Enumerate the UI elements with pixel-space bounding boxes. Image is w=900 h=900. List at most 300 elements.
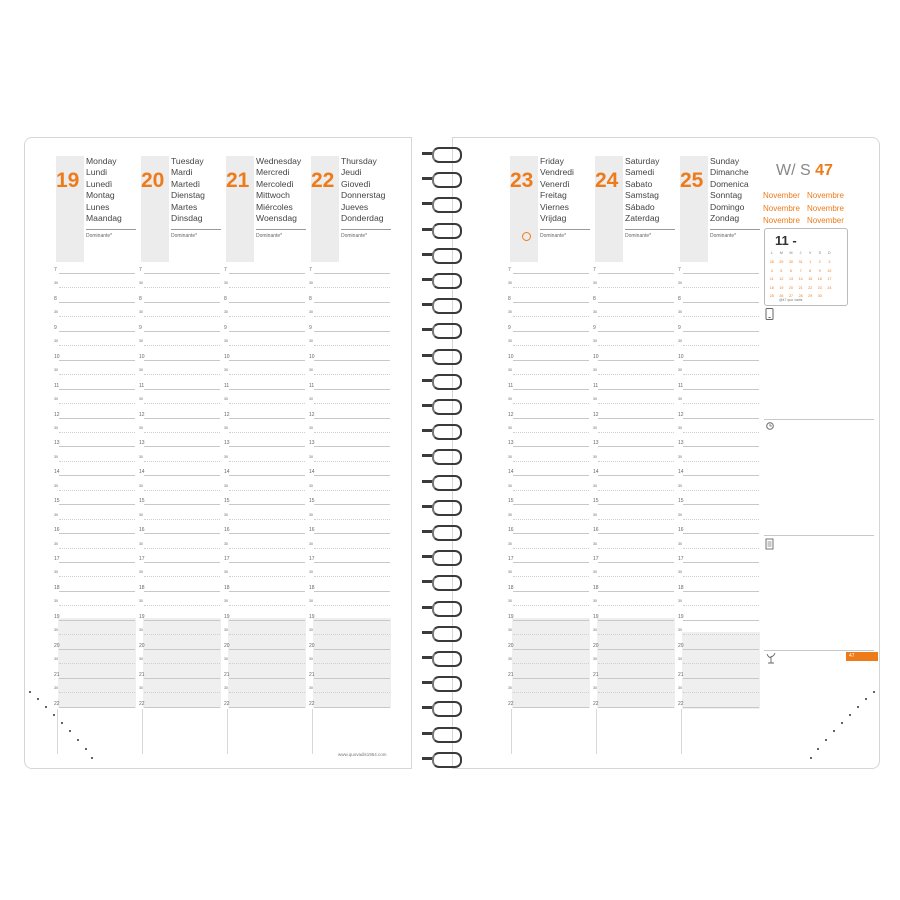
half-hour-line[interactable] xyxy=(144,490,220,491)
hour-label: 20 xyxy=(593,642,599,649)
half-hour-line[interactable] xyxy=(144,432,220,433)
hour-line[interactable] xyxy=(144,273,220,274)
hour-line[interactable] xyxy=(314,418,390,419)
hour-line[interactable] xyxy=(229,331,305,332)
hour-line[interactable] xyxy=(513,331,589,332)
half-hour-line[interactable] xyxy=(229,519,305,520)
half-hour-line[interactable] xyxy=(683,490,759,491)
hour-line[interactable] xyxy=(513,504,589,505)
mini-calendar-day[interactable]: 16 xyxy=(817,277,822,281)
hour-line[interactable] xyxy=(513,475,589,476)
mini-calendar-day[interactable]: 27 xyxy=(788,294,793,298)
half-hour-label: 30 xyxy=(224,541,228,546)
hour-line[interactable] xyxy=(59,562,135,563)
hour-line[interactable] xyxy=(598,331,674,332)
half-hour-line[interactable] xyxy=(513,634,589,635)
half-hour-line[interactable] xyxy=(598,374,674,375)
day-name: Martes xyxy=(171,201,198,212)
hour-line[interactable] xyxy=(598,707,674,708)
hour-line[interactable] xyxy=(513,562,589,563)
hour-line[interactable] xyxy=(59,475,135,476)
hour-line[interactable] xyxy=(229,678,305,679)
half-hour-label: 30 xyxy=(678,599,682,604)
hour-line[interactable] xyxy=(513,649,589,650)
hour-line[interactable] xyxy=(683,360,759,361)
hour-label: 17 xyxy=(309,556,315,562)
half-hour-line[interactable] xyxy=(144,316,220,317)
hour-line[interactable] xyxy=(144,678,220,679)
half-hour-line[interactable] xyxy=(314,605,390,606)
half-hour-line[interactable] xyxy=(513,519,589,520)
half-hour-line[interactable] xyxy=(314,663,390,664)
hour-line[interactable] xyxy=(229,475,305,476)
half-hour-line[interactable] xyxy=(598,663,674,664)
half-hour-line[interactable] xyxy=(59,345,135,346)
hour-line[interactable] xyxy=(59,389,135,390)
mini-calendar-day[interactable]: L xyxy=(770,251,773,255)
half-hour-line[interactable] xyxy=(598,692,674,693)
half-hour-line[interactable] xyxy=(598,519,674,520)
half-hour-line[interactable] xyxy=(513,663,589,664)
day-number: 21 xyxy=(226,169,250,192)
mini-calendar-day[interactable]: J xyxy=(799,251,802,255)
mini-calendar-day[interactable]: 8 xyxy=(809,268,812,273)
mini-calendar-day[interactable]: 17 xyxy=(827,277,832,281)
hour-label: 14 xyxy=(678,469,684,476)
hour-line[interactable] xyxy=(144,504,220,505)
mini-calendar-day[interactable]: 2 xyxy=(818,260,821,264)
hour-line[interactable] xyxy=(598,562,674,563)
half-hour-label: 30 xyxy=(54,310,58,315)
half-hour-line[interactable] xyxy=(598,403,674,404)
hour-line[interactable] xyxy=(598,273,674,274)
mini-calendar-day[interactable]: D xyxy=(828,251,831,255)
half-hour-line[interactable] xyxy=(144,605,220,606)
half-hour-line[interactable] xyxy=(59,605,135,606)
half-hour-line[interactable] xyxy=(229,576,305,577)
hour-line[interactable] xyxy=(683,678,759,679)
mini-calendar-day[interactable]: 12 xyxy=(779,277,784,281)
half-hour-line[interactable] xyxy=(683,576,759,577)
half-hour-label: 30 xyxy=(139,425,143,430)
half-hour-line[interactable] xyxy=(683,634,759,635)
half-hour-line[interactable] xyxy=(683,345,759,346)
hour-line[interactable] xyxy=(683,389,759,390)
hour-line[interactable] xyxy=(144,649,220,650)
half-hour-line[interactable] xyxy=(683,461,759,462)
mini-calendar-day[interactable]: 1 xyxy=(809,260,812,264)
hour-line[interactable] xyxy=(229,620,305,621)
mini-calendar-day[interactable]: 30 xyxy=(788,260,793,264)
hour-line[interactable] xyxy=(59,273,135,274)
hour-line[interactable] xyxy=(598,475,674,476)
half-hour-line[interactable] xyxy=(598,461,674,462)
spiral-coil xyxy=(422,349,460,363)
half-hour-line[interactable] xyxy=(598,634,674,635)
mini-calendar-day[interactable]: S xyxy=(818,251,821,255)
notes-divider xyxy=(764,650,874,651)
spiral-coil xyxy=(422,651,460,665)
hour-line[interactable] xyxy=(144,331,220,332)
half-hour-line[interactable] xyxy=(144,634,220,635)
half-hour-line[interactable] xyxy=(144,548,220,549)
half-hour-line[interactable] xyxy=(229,432,305,433)
hour-line[interactable] xyxy=(683,331,759,332)
half-hour-line[interactable] xyxy=(144,663,220,664)
hour-line[interactable] xyxy=(314,302,390,303)
half-hour-line[interactable] xyxy=(314,490,390,491)
mini-calendar-day[interactable]: 3 xyxy=(828,260,831,264)
hour-line[interactable] xyxy=(59,360,135,361)
half-hour-line[interactable] xyxy=(598,287,674,288)
half-hour-line[interactable] xyxy=(59,634,135,635)
hour-line[interactable] xyxy=(144,302,220,303)
half-hour-line[interactable] xyxy=(59,490,135,491)
hour-line[interactable] xyxy=(59,678,135,679)
hour-line[interactable] xyxy=(59,446,135,447)
hour-line[interactable] xyxy=(598,620,674,621)
hour-line[interactable] xyxy=(229,533,305,534)
half-hour-line[interactable] xyxy=(144,403,220,404)
hour-label: 20 xyxy=(508,642,514,649)
hour-label: 13 xyxy=(593,440,599,447)
half-hour-line[interactable] xyxy=(314,461,390,462)
hour-line[interactable] xyxy=(59,504,135,505)
half-hour-line[interactable] xyxy=(144,287,220,288)
half-hour-line[interactable] xyxy=(229,490,305,491)
half-hour-line[interactable] xyxy=(513,287,589,288)
half-hour-line[interactable] xyxy=(229,403,305,404)
hour-line[interactable] xyxy=(314,707,390,708)
mini-calendar-day[interactable]: 14 xyxy=(798,277,803,281)
hour-line[interactable] xyxy=(229,360,305,361)
hour-line[interactable] xyxy=(683,562,759,563)
hour-line[interactable] xyxy=(513,418,589,419)
half-hour-line[interactable] xyxy=(683,403,759,404)
half-hour-line[interactable] xyxy=(229,316,305,317)
hour-line[interactable] xyxy=(598,649,674,650)
half-hour-line[interactable] xyxy=(59,548,135,549)
hour-line[interactable] xyxy=(314,446,390,447)
hour-line[interactable] xyxy=(229,591,305,592)
hour-line[interactable] xyxy=(144,591,220,592)
hour-line[interactable] xyxy=(598,504,674,505)
hour-line[interactable] xyxy=(513,302,589,303)
hour-line[interactable] xyxy=(144,533,220,534)
day-name: Lunes xyxy=(86,201,110,212)
hour-label: 22 xyxy=(309,700,315,707)
half-hour-line[interactable] xyxy=(598,548,674,549)
half-hour-line[interactable] xyxy=(683,432,759,433)
half-hour-line[interactable] xyxy=(144,576,220,577)
hour-line[interactable] xyxy=(598,446,674,447)
hour-line[interactable] xyxy=(144,707,220,708)
half-hour-line[interactable] xyxy=(59,519,135,520)
half-hour-line[interactable] xyxy=(314,519,390,520)
half-hour-line[interactable] xyxy=(314,576,390,577)
hour-line[interactable] xyxy=(683,418,759,419)
hour-line[interactable] xyxy=(683,533,759,534)
half-hour-line[interactable] xyxy=(229,605,305,606)
hour-line[interactable] xyxy=(598,591,674,592)
hour-line[interactable] xyxy=(598,389,674,390)
half-hour-label: 30 xyxy=(508,368,512,373)
hour-line[interactable] xyxy=(683,302,759,303)
day-names xyxy=(540,156,574,224)
half-hour-line[interactable] xyxy=(513,432,589,433)
hour-line[interactable] xyxy=(229,302,305,303)
half-hour-line[interactable] xyxy=(314,634,390,635)
hour-line[interactable] xyxy=(683,620,759,621)
hour-line[interactable] xyxy=(144,418,220,419)
half-hour-line[interactable] xyxy=(314,403,390,404)
half-hour-line[interactable] xyxy=(513,605,589,606)
hour-line[interactable] xyxy=(314,504,390,505)
mini-calendar-day[interactable]: 7 xyxy=(799,268,802,273)
header-line xyxy=(171,229,221,230)
hour-label: 15 xyxy=(54,498,60,505)
half-hour-label: 30 xyxy=(508,310,512,315)
hour-line[interactable] xyxy=(513,591,589,592)
half-hour-line[interactable] xyxy=(513,403,589,404)
half-hour-line[interactable] xyxy=(598,576,674,577)
half-hour-line[interactable] xyxy=(598,490,674,491)
hour-label: 12 xyxy=(224,411,230,418)
hour-line[interactable] xyxy=(59,591,135,592)
mini-calendar-day[interactable]: 6 xyxy=(789,268,792,273)
hour-line[interactable] xyxy=(229,707,305,708)
hour-line[interactable] xyxy=(59,302,135,303)
mini-calendar-day[interactable]: 11 xyxy=(769,277,774,281)
hour-line[interactable] xyxy=(314,649,390,650)
mini-calendar-day[interactable]: 29 xyxy=(779,260,784,264)
half-hour-line[interactable] xyxy=(513,316,589,317)
half-hour-line[interactable] xyxy=(59,403,135,404)
mini-calendar-day[interactable] xyxy=(825,294,835,298)
half-hour-line[interactable] xyxy=(314,287,390,288)
half-hour-line[interactable] xyxy=(144,519,220,520)
half-hour-line[interactable] xyxy=(683,374,759,375)
hour-line[interactable] xyxy=(683,649,759,650)
hour-line[interactable] xyxy=(513,360,589,361)
mini-calendar-day[interactable]: 26 xyxy=(779,294,784,298)
half-hour-line[interactable] xyxy=(144,374,220,375)
hour-line[interactable] xyxy=(513,446,589,447)
half-hour-line[interactable] xyxy=(683,548,759,549)
hour-line[interactable] xyxy=(314,360,390,361)
mini-calendar-day[interactable]: 13 xyxy=(788,277,793,281)
hour-line[interactable] xyxy=(229,273,305,274)
hour-line[interactable] xyxy=(144,475,220,476)
hour-line[interactable] xyxy=(229,504,305,505)
half-hour-line[interactable] xyxy=(683,663,759,664)
hour-line[interactable] xyxy=(683,475,759,476)
hour-line[interactable] xyxy=(59,533,135,534)
half-hour-line[interactable] xyxy=(144,692,220,693)
half-hour-label: 30 xyxy=(508,570,512,575)
half-hour-line[interactable] xyxy=(683,519,759,520)
mini-calendar-day[interactable]: 23 xyxy=(817,285,822,290)
half-hour-line[interactable] xyxy=(229,287,305,288)
hour-line[interactable] xyxy=(598,533,674,534)
mini-calendar-day[interactable]: 24 xyxy=(827,285,832,290)
half-hour-line[interactable] xyxy=(513,374,589,375)
mini-calendar-day[interactable]: M xyxy=(779,251,783,255)
half-hour-line[interactable] xyxy=(513,490,589,491)
hour-line[interactable] xyxy=(144,562,220,563)
hour-line[interactable] xyxy=(314,678,390,679)
mini-calendar-day[interactable]: 30 xyxy=(817,294,822,298)
half-hour-line[interactable] xyxy=(314,432,390,433)
hour-line[interactable] xyxy=(598,360,674,361)
hour-line[interactable] xyxy=(683,273,759,274)
half-hour-line[interactable] xyxy=(683,287,759,288)
mini-calendar-day[interactable]: M xyxy=(789,251,793,255)
spiral-binding xyxy=(410,137,452,767)
mini-calendar-day[interactable]: V xyxy=(808,251,812,255)
week-number: 47 xyxy=(815,162,833,179)
half-hour-line[interactable] xyxy=(229,663,305,664)
hour-label: 8 xyxy=(508,295,511,302)
hour-line[interactable] xyxy=(144,389,220,390)
moon-phase-icon xyxy=(522,232,531,241)
mini-calendar-day[interactable]: 29 xyxy=(808,294,813,298)
half-hour-line[interactable] xyxy=(314,548,390,549)
spiral-coil xyxy=(422,727,460,741)
half-hour-line[interactable] xyxy=(683,692,759,693)
mini-calendar-day[interactable]: 9 xyxy=(818,268,821,273)
half-hour-label: 30 xyxy=(309,599,313,604)
hour-line[interactable] xyxy=(598,418,674,419)
hour-line[interactable] xyxy=(59,418,135,419)
half-hour-line[interactable] xyxy=(513,345,589,346)
hour-line[interactable] xyxy=(598,678,674,679)
day-name: Martedì xyxy=(171,178,201,189)
mini-calendar-day[interactable]: 19 xyxy=(779,285,784,290)
hour-line[interactable] xyxy=(314,475,390,476)
half-hour-line[interactable] xyxy=(59,374,135,375)
mini-calendar-day[interactable]: 28 xyxy=(798,294,803,298)
mini-calendar-day[interactable]: 28 xyxy=(769,260,774,264)
spiral-coil xyxy=(422,626,460,640)
hour-line[interactable] xyxy=(513,678,589,679)
hour-line[interactable] xyxy=(513,707,589,708)
hour-line[interactable] xyxy=(513,533,589,534)
half-hour-line[interactable] xyxy=(683,605,759,606)
half-hour-line[interactable] xyxy=(683,316,759,317)
hour-line[interactable] xyxy=(59,649,135,650)
half-hour-line[interactable] xyxy=(59,287,135,288)
hour-line[interactable] xyxy=(229,389,305,390)
hour-line[interactable] xyxy=(314,591,390,592)
mini-calendar-day[interactable]: 21 xyxy=(798,285,803,290)
spiral-coil xyxy=(422,147,460,161)
half-hour-line[interactable] xyxy=(598,345,674,346)
half-hour-line[interactable] xyxy=(314,374,390,375)
half-hour-line[interactable] xyxy=(229,345,305,346)
half-hour-line[interactable] xyxy=(513,461,589,462)
hour-line[interactable] xyxy=(683,504,759,505)
half-hour-line[interactable] xyxy=(59,461,135,462)
hour-line[interactable] xyxy=(144,360,220,361)
hour-line[interactable] xyxy=(314,331,390,332)
mini-calendar-day[interactable]: 10 xyxy=(827,268,832,273)
hour-line[interactable] xyxy=(598,302,674,303)
hour-line[interactable] xyxy=(683,707,759,708)
day-name: Samedi xyxy=(625,167,655,178)
hour-line[interactable] xyxy=(229,418,305,419)
hour-line[interactable] xyxy=(314,620,390,621)
hour-line[interactable] xyxy=(59,620,135,621)
half-hour-line[interactable] xyxy=(513,692,589,693)
half-hour-line[interactable] xyxy=(314,692,390,693)
half-hour-line[interactable] xyxy=(59,663,135,664)
half-hour-line[interactable] xyxy=(59,576,135,577)
half-hour-line[interactable] xyxy=(229,461,305,462)
mini-calendar-day[interactable]: 22 xyxy=(808,285,813,290)
spiral-coil xyxy=(422,323,460,337)
hour-line[interactable] xyxy=(513,273,589,274)
mini-calendar-day[interactable]: 15 xyxy=(808,277,813,281)
half-hour-line[interactable] xyxy=(513,576,589,577)
half-hour-line[interactable] xyxy=(229,374,305,375)
half-hour-label: 30 xyxy=(224,397,228,402)
hour-line[interactable] xyxy=(229,562,305,563)
hour-line[interactable] xyxy=(513,389,589,390)
half-hour-label: 30 xyxy=(678,686,682,691)
hour-line[interactable] xyxy=(314,562,390,563)
hour-line[interactable] xyxy=(314,533,390,534)
hour-line[interactable] xyxy=(314,273,390,274)
half-hour-line[interactable] xyxy=(513,548,589,549)
mini-calendar-day[interactable]: 25 xyxy=(769,294,774,298)
half-hour-line[interactable] xyxy=(229,634,305,635)
hour-line[interactable] xyxy=(144,620,220,621)
half-hour-line[interactable] xyxy=(598,316,674,317)
hour-line[interactable] xyxy=(59,331,135,332)
hour-line[interactable] xyxy=(229,649,305,650)
half-hour-line[interactable] xyxy=(314,316,390,317)
half-hour-label: 30 xyxy=(54,512,58,517)
mini-calendar-day[interactable]: 31 xyxy=(798,260,803,264)
hour-line[interactable] xyxy=(314,389,390,390)
half-hour-line[interactable] xyxy=(144,461,220,462)
mini-calendar-day[interactable]: 18 xyxy=(769,285,774,290)
hour-line[interactable] xyxy=(229,446,305,447)
week-tab[interactable]: 47 xyxy=(846,652,878,661)
hour-line[interactable] xyxy=(683,591,759,592)
mini-calendar-day[interactable]: 20 xyxy=(788,285,793,290)
hour-line[interactable] xyxy=(144,446,220,447)
mini-calendar-row xyxy=(767,269,834,273)
half-hour-line[interactable] xyxy=(229,548,305,549)
hour-label: 20 xyxy=(309,642,315,649)
half-hour-line[interactable] xyxy=(598,432,674,433)
header-line xyxy=(86,229,136,230)
half-hour-line[interactable] xyxy=(59,316,135,317)
hour-line[interactable] xyxy=(513,620,589,621)
half-hour-line[interactable] xyxy=(229,692,305,693)
half-hour-line[interactable] xyxy=(598,605,674,606)
day-names xyxy=(341,156,385,224)
half-hour-line[interactable] xyxy=(314,345,390,346)
mini-calendar-day[interactable]: 4 xyxy=(770,268,773,273)
half-hour-line[interactable] xyxy=(144,345,220,346)
half-hour-line[interactable] xyxy=(59,432,135,433)
day-name: Freitag xyxy=(540,190,567,201)
mini-calendar-day[interactable]: 5 xyxy=(780,268,783,273)
hour-line[interactable] xyxy=(683,446,759,447)
